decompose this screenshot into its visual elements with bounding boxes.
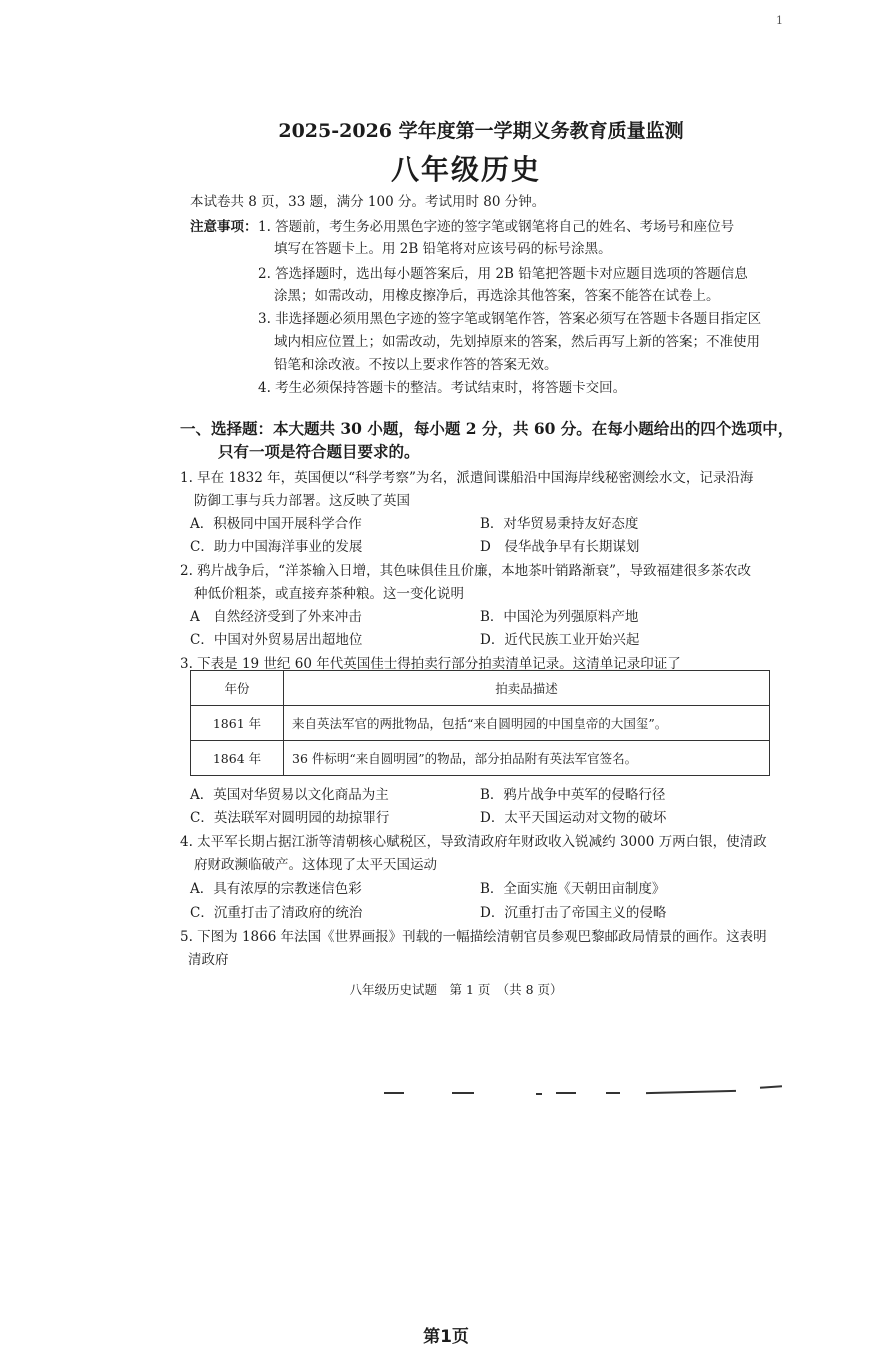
exam-subject: 八年级历史 xyxy=(390,153,541,186)
scan-mark xyxy=(760,1085,782,1089)
scan-mark xyxy=(536,1093,542,1095)
question-stem: 种低价粗茶，或直接弃茶种粮。这一变化说明 xyxy=(194,586,464,602)
scan-mark xyxy=(646,1090,736,1094)
option-d: D．近代民族工业开始兴起 xyxy=(480,632,640,648)
exam-title: 2025-2026 学年度第一学期义务教育质量监测 xyxy=(278,120,684,142)
section-heading: 只有一项是符合题目要求的。 xyxy=(218,442,420,461)
note-line: 域内相应位置上；如需改动，先划掉原来的答案，然后再写上新的答案；不准使用 xyxy=(274,334,760,350)
option-c: C．沉重打击了清政府的统治 xyxy=(190,905,363,921)
table-header: 拍卖品描述 xyxy=(284,671,770,706)
option-c: C．助力中国海洋事业的发展 xyxy=(190,539,363,555)
question-stem: 府财政濒临破产。这体现了太平天国运动 xyxy=(194,857,437,873)
option-a: A 自然经济受到了外来冲击 xyxy=(190,609,362,625)
option-c: C．中国对外贸易居出超地位 xyxy=(190,632,363,648)
question-stem: 防御工事与兵力部署。这反映了英国 xyxy=(194,493,410,509)
option-b: B．中国沦为列强原料产地 xyxy=(480,609,639,625)
note-line: 铅笔和涂改液。不按以上要求作答的答案无效。 xyxy=(274,357,558,373)
option-b: B．对华贸易秉持友好态度 xyxy=(480,516,639,532)
table-cell: 来自英法军官的两批物品，包括“来自圆明园的中国皇帝的大国玺”。 xyxy=(284,706,770,741)
question-stem: 3. 下表是 19 世纪 60 年代英国佳士得拍卖行部分拍卖清单记录。这清单记录印证了 xyxy=(180,656,681,672)
question-stem: 2. 鸦片战争后，“洋茶输入日增，其色味俱佳且价廉，本地茶叶销路渐衰”，导致福建很多茶农改 xyxy=(180,563,751,579)
option-a: A．积极同中国开展科学合作 xyxy=(190,516,362,532)
table-row xyxy=(191,706,770,741)
note-line: 1. 答题前，考生务必用黑色字迹的签字笔或钢笔将自己的姓名、考场号和座位号 xyxy=(258,219,735,235)
note-line: 2. 答选择题时，选出每小题答案后，用 2B 铅笔把答题卡对应题目选项的答题信息 xyxy=(258,266,748,282)
exam-intro: 本试卷共 8 页，33 题，满分 100 分。考试用时 80 分钟。 xyxy=(190,194,546,210)
option-b: B．鸦片战争中英军的侵略行径 xyxy=(480,787,666,803)
table-cell: 1864 年 xyxy=(191,741,284,776)
note-line: 填写在答题卡上。用 2B 铅笔将对应该号码的标号涂黑。 xyxy=(274,241,612,257)
option-a: A．具有浓厚的宗教迷信色彩 xyxy=(190,881,362,897)
option-a: A．英国对华贸易以文化商品为主 xyxy=(190,787,389,803)
corner-mark: 1 xyxy=(776,14,783,27)
table-header: 年份 xyxy=(191,671,284,706)
table-row xyxy=(191,741,770,776)
scan-mark xyxy=(452,1092,474,1094)
question-stem: 5. 下图为 1866 年法国《世界画报》刊载的一幅描绘清朝官员参观巴黎邮政局情景的画作。这表明 xyxy=(180,929,767,945)
scan-mark xyxy=(384,1092,404,1094)
page-footer: 八年级历史试题 第 1 页 （共 8 页） xyxy=(349,982,563,997)
scan-mark xyxy=(606,1092,620,1094)
table-header-row xyxy=(191,671,770,706)
scan-mark xyxy=(556,1092,576,1094)
question-stem: 4. 太平军长期占据江浙等清朝核心赋税区，导致清政府年财政收入锐减约 3000 万两白银，使清政 xyxy=(180,834,767,850)
auction-table xyxy=(190,670,770,776)
option-b: B．全面实施《天朝田亩制度》 xyxy=(480,881,666,897)
option-d: D 侵华战争早有长期谋划 xyxy=(480,539,640,555)
note-line: 涂黑；如需改动，用橡皮擦净后，再选涂其他答案，答案不能答在试卷上。 xyxy=(274,288,720,304)
table-cell: 1861 年 xyxy=(191,706,284,741)
note-line: 3. 非选择题必须用黑色字迹的签字笔或钢笔作答，答案必须写在答题卡各题目指定区 xyxy=(258,311,762,327)
option-d: D．太平天国运动对文物的破坏 xyxy=(480,810,667,826)
section-heading: 一、选择题：本大题共 30 小题，每小题 2 分，共 60 分。在每小题给出的四个选项中， xyxy=(180,419,794,438)
question-stem: 1. 早在 1832 年，英国便以“科学考察”为名，派遣间谍船沿中国海岸线秘密测绘水文，记录沿海 xyxy=(180,470,754,486)
option-c: C．英法联军对圆明园的劫掠罪行 xyxy=(190,810,390,826)
question-stem: 清政府 xyxy=(188,952,229,968)
note-line: 4. 考生必须保持答题卡的整洁。考试结束时，将答题卡交回。 xyxy=(258,380,627,396)
page-number-label: 第1页 xyxy=(423,1327,469,1347)
table-cell: 36 件标明“来自圆明园”的物品，部分拍品附有英法军官签名。 xyxy=(284,741,770,776)
notes-label: 注意事项： xyxy=(190,219,258,235)
option-d: D．沉重打击了帝国主义的侵略 xyxy=(480,905,667,921)
